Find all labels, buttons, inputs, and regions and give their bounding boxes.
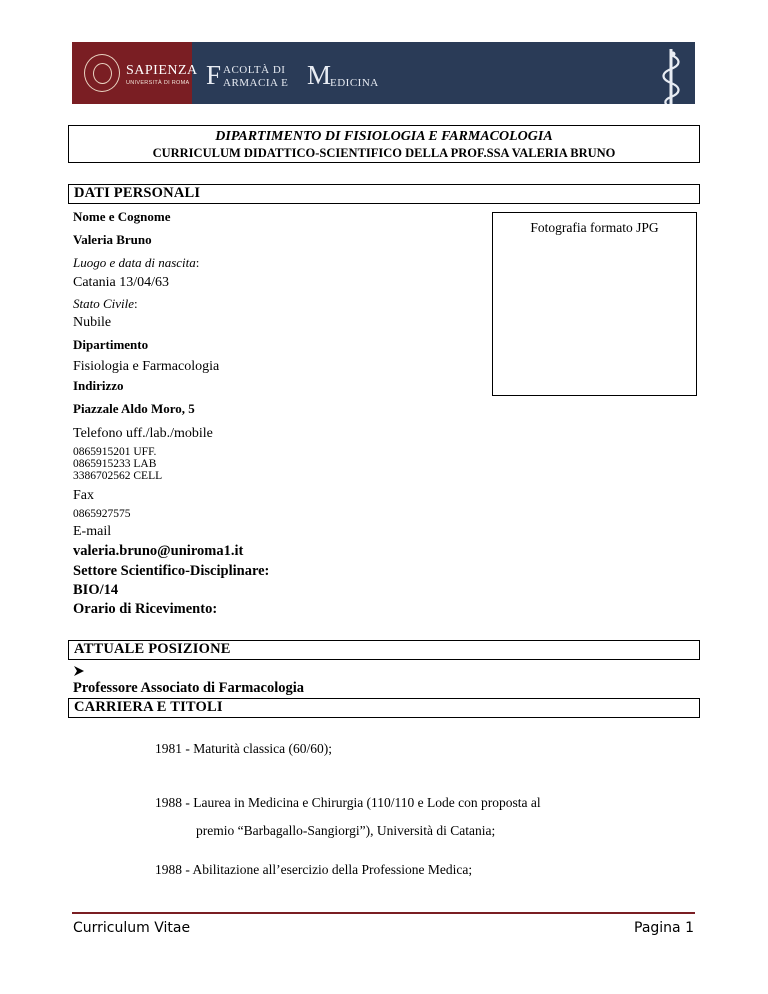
email-value[interactable]: valeria.bruno@uniroma1.it [73,543,244,559]
address-value: Piazzale Aldo Moro, 5 [73,401,195,416]
fax-label: Fax [73,488,94,503]
fax-value: 0865927575 [73,508,131,520]
career-item: 1988 - Laurea in Medicina e Chirurgia (110/110 e Lode con proposta al [155,795,541,810]
phone-label: Telefono uff./lab./mobile [73,426,213,441]
civil-status-label: Stato Civile: [73,296,138,311]
university-subtitle: UNIVERSITÀ DI ROMA [126,80,190,86]
section-header-position [68,640,700,660]
section-title: DATI PERSONALI [74,185,201,201]
faculty-initial-f: F [206,60,222,90]
birth-value: Catania 13/04/63 [73,275,170,290]
current-position: Professore Associato di Farmacologia [73,680,305,696]
career-item-continuation: premio “Barbagallo-Sangiorgi”), Università di Catania; [196,823,496,838]
university-name: SAPIENZA [126,63,198,78]
phone-mobile: 3386702562 CELL [73,470,163,482]
career-item: 1981 - Maturità classica (60/60); [155,741,332,756]
birth-label: Luogo e data di nascita: [73,255,200,270]
footer-title: Curriculum Vitae [73,920,191,936]
footer-rule [72,912,695,914]
document-header-box [68,125,700,163]
career-item: 1988 - Abilitazione all’esercizio della Professione Medica; [155,862,473,877]
faculty-line-bottom: ARMACIA E [223,77,289,89]
office-hours-label: Orario di Ricevimento: [73,601,218,617]
civil-status-value: Nubile [73,315,112,330]
faculty-medicina: EDICINA [330,77,379,89]
name-value: Valeria Bruno [73,232,152,247]
curriculum-subtitle: CURRICULUM DIDATTICO-SCIENTIFICO DELLA PROF.SSA VALERIA BRUNO [152,146,616,160]
page-number: Pagina 1 [634,920,694,936]
faculty-line-top: ACOLTÀ DI [223,64,286,76]
department-value: Fisiologia e Farmacologia [73,359,220,374]
section-header-career [68,698,700,718]
department-label: Dipartimento [73,337,149,352]
header-banner [72,42,695,104]
address-label: Indirizzo [73,378,124,393]
email-label: E-mail [73,524,112,539]
section-title: ATTUALE POSIZIONE [74,641,231,657]
faculty-initial-m: M [307,60,332,90]
section-title: CARRIERA E TITOLI [74,699,223,715]
sector-label: Settore Scientifico-Disciplinare: [73,563,270,579]
department-title: DIPARTIMENTO DI FISIOLOGIA E FARMACOLOGIA [215,129,553,144]
staff-of-asclepius-icon [651,45,691,104]
arrow-bullet-icon [73,665,85,677]
phone-lab: 0865915233 LAB [73,458,157,470]
university-seal-icon [84,54,120,92]
phone-office: 0865915201 UFF. [73,446,157,458]
photo-label: Fotografia formato JPG [530,220,659,235]
sector-value: BIO/14 [73,582,119,598]
name-label: Nome e Cognome [73,209,171,224]
photo-placeholder [492,212,697,396]
section-header-personal [68,184,700,204]
